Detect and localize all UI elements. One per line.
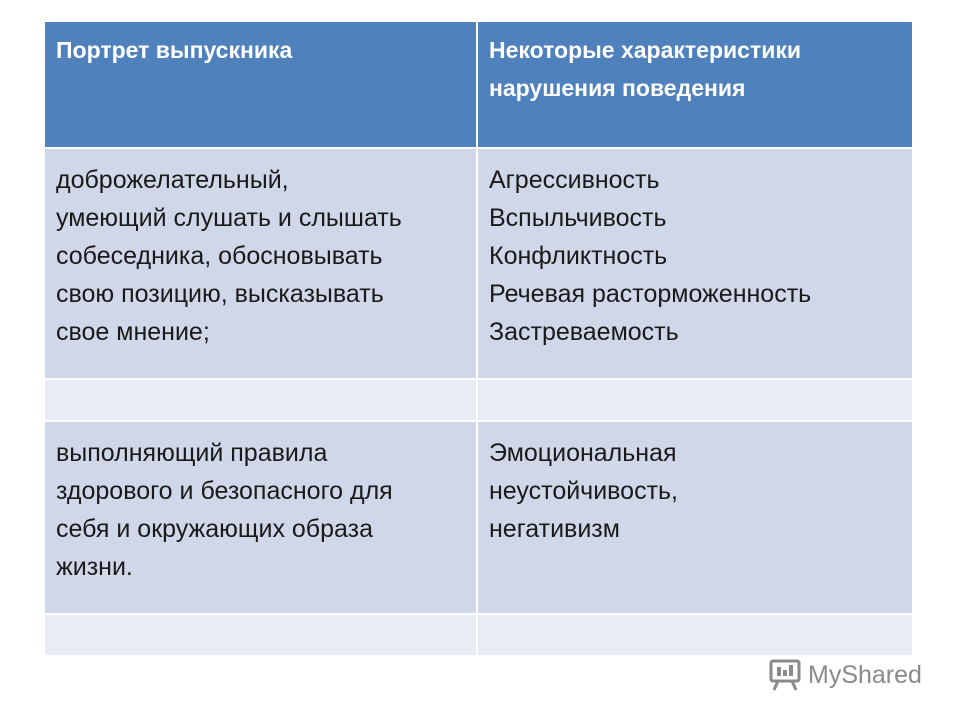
cell-text-line: здорового и безопасного для (56, 477, 393, 505)
comparison-table (45, 22, 910, 655)
cell-text-line: негативизм (489, 515, 620, 543)
watermark (768, 655, 922, 695)
cell-text-line: собеседника, обосновывать (56, 242, 383, 270)
table-cell-portrait-1 (45, 149, 476, 378)
table-cell-empty (45, 615, 476, 655)
cell-text-line: Речевая расторможенность (489, 280, 812, 308)
cell-text-line: Конфликтность (489, 242, 668, 270)
table-cell-characteristics-1 (478, 149, 912, 378)
header-text-line: нарушения поведения (489, 75, 746, 101)
cell-text-line: свое мнение; (56, 318, 210, 346)
cell-text-line: Агрессивность (489, 166, 660, 194)
cell-text-line: себя и окружающих образа (56, 515, 374, 543)
table-cell-empty (45, 380, 476, 420)
cell-text-line: неустойчивость, (489, 477, 679, 505)
cell-text-line: умеющий слушать и слышать (56, 204, 402, 232)
table-cell-empty (478, 615, 912, 655)
cell-text-line: выполняющий правила (56, 439, 328, 467)
header-cell-behavior-characteristics (478, 22, 912, 147)
cell-text-line: доброжелательный, (56, 166, 289, 194)
table-cell-characteristics-2 (478, 422, 912, 613)
cell-text-line: Вспыльчивость (489, 204, 667, 232)
cell-text-line: свою позицию, высказывать (56, 280, 384, 308)
table-cell-portrait-2 (45, 422, 476, 613)
cell-text-line: Эмоциональная (489, 439, 677, 467)
table-cell-empty (478, 380, 912, 420)
cell-text-line: жизни. (56, 553, 133, 581)
header-text-line: Некоторые характеристики (489, 37, 801, 63)
cell-text-line: Застреваемость (489, 318, 679, 346)
header-text: Портрет выпускника (56, 37, 293, 63)
header-cell-graduate-portrait (45, 22, 476, 147)
presentation-board-icon (768, 658, 802, 692)
watermark-text: MyShared (808, 660, 922, 689)
